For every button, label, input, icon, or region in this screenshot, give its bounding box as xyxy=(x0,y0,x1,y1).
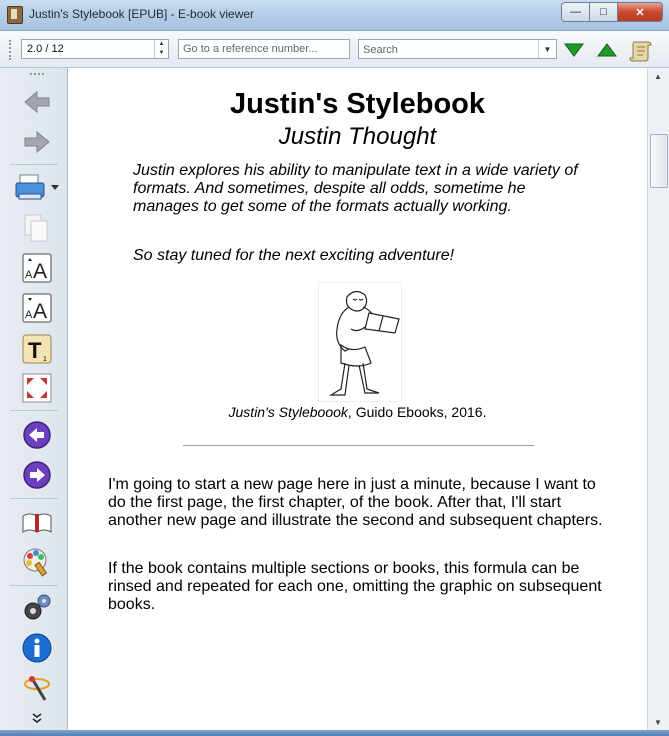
font-larger-icon[interactable] xyxy=(20,251,54,285)
svg-text:T: T xyxy=(28,338,42,363)
scroll-up-arrow[interactable]: ▲ xyxy=(654,72,662,81)
intro-paragraph: Justin explores his ability to manipulate text in a wide variety of formats. And sometimes, despite all odds, sometime he manages to get some of the formats actually working. xyxy=(133,162,578,215)
maximize-button[interactable]: □ xyxy=(590,2,618,22)
search-combobox[interactable] xyxy=(358,39,557,59)
print-icon[interactable] xyxy=(14,170,62,204)
sidebar-grip[interactable] xyxy=(30,73,44,78)
toolbar-grip[interactable] xyxy=(9,40,14,60)
title-bar xyxy=(0,0,669,31)
find-next-icon[interactable] xyxy=(563,40,585,60)
magic-wand-icon[interactable] xyxy=(20,671,54,705)
cover-illustration xyxy=(318,282,402,402)
sidebar-separator xyxy=(10,164,58,165)
book-subtitle: Justin Thought xyxy=(278,123,437,150)
window-controls xyxy=(561,2,663,22)
more-icon[interactable] xyxy=(20,708,54,728)
svg-text:A: A xyxy=(25,269,33,281)
section-divider xyxy=(183,445,534,446)
intro-tagline: So stay tuned for the next exciting adventure! xyxy=(133,247,455,264)
preferences-icon[interactable] xyxy=(20,591,54,625)
search-input[interactable] xyxy=(359,41,542,59)
sidebar-separator xyxy=(10,585,58,586)
position-spin-arrows[interactable]: ▲ ▼ xyxy=(154,40,168,58)
font-smaller-icon[interactable] xyxy=(20,291,54,325)
book-content[interactable] xyxy=(68,68,647,736)
back-icon[interactable] xyxy=(20,85,54,119)
scrollbar-thumb[interactable] xyxy=(650,134,668,188)
body-paragraph: I'm going to start a new page here in just a minute, because I want to do the first page, the first chapter, of the book. After that, I'll start another new page and illustrate the second and subsequent chapters. xyxy=(108,476,603,529)
vertical-scrollbar[interactable] xyxy=(647,68,669,736)
ebook-viewer-app-icon[interactable] xyxy=(7,6,23,24)
minimize-button[interactable]: — xyxy=(561,2,590,22)
window-title: Justin's Stylebook [EPUB] - E-book viewer xyxy=(29,7,255,21)
forward-icon[interactable] xyxy=(20,125,54,159)
svg-text:A: A xyxy=(33,260,48,283)
open-book-icon[interactable] xyxy=(20,505,54,539)
info-icon[interactable] xyxy=(20,631,54,665)
copy-icon[interactable] xyxy=(20,211,54,245)
position-value[interactable]: 2.0 / 12 xyxy=(27,43,64,55)
close-button[interactable]: ✕ xyxy=(618,2,663,22)
svg-text:1: 1 xyxy=(43,356,47,363)
book-title: Justin's Stylebook xyxy=(229,88,486,120)
caption-book-title: Justin's Styleboook xyxy=(228,404,348,420)
top-toolbar xyxy=(0,31,669,68)
fullscreen-icon[interactable] xyxy=(20,371,54,405)
scroll-down-arrow[interactable]: ▼ xyxy=(654,718,662,727)
figure-caption xyxy=(68,404,647,420)
sidebar-separator xyxy=(10,498,58,499)
taskbar-edge xyxy=(0,730,669,736)
text-style-icon[interactable] xyxy=(20,332,54,366)
themes-icon[interactable] xyxy=(20,545,54,579)
search-dropdown-arrow[interactable]: ▼ xyxy=(538,40,556,58)
sidebar-separator xyxy=(10,410,58,411)
position-spinbox[interactable] xyxy=(21,39,169,59)
left-toolbar xyxy=(0,68,68,736)
table-of-contents-icon[interactable] xyxy=(628,40,654,60)
find-previous-icon[interactable] xyxy=(596,40,618,60)
body-paragraph: If the book contains multiple sections or books, this formula can be rinsed and repeated for each one, omitting the graphic on subsequent books. xyxy=(108,560,602,613)
next-page-icon[interactable] xyxy=(20,458,54,492)
reference-input[interactable] xyxy=(178,39,350,59)
svg-text:A: A xyxy=(25,309,33,321)
svg-text:A: A xyxy=(33,300,48,323)
caption-publisher: , Guido Ebooks, 2016. xyxy=(347,404,487,420)
previous-page-icon[interactable] xyxy=(20,418,54,452)
